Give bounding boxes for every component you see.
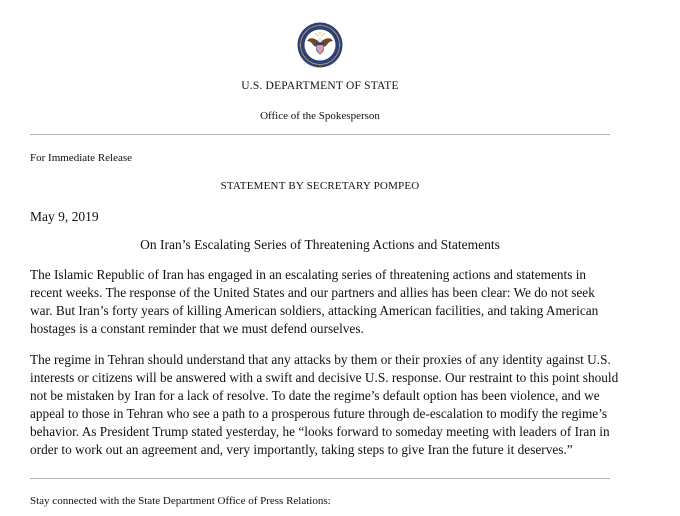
- department-name: U.S. DEPARTMENT OF STATE: [241, 80, 399, 92]
- bottom-divider: [30, 478, 610, 479]
- release-date: May 9, 2019: [30, 209, 99, 224]
- body-paragraph-2: The regime in Tehran should understand that any attacks by them or their proxies of any identity against U.S. interests or citizens will be answered with a swift and decisive U.S. response. Our restraint to this point should not be mistaken by Iran for a lack of resolve. To date the regime’s default option has been violence, and we appeal to those in Tehran who see a path to a prosperous future through de-escalation to modify the regime’s behavior. As President Trump stated yesterday, he “looks forward to someday meeting with leaders of Iran in order to work out an agreement and, very importantly, taking steps to give Iran the future it deserves.”: [30, 352, 619, 457]
- office-name: Office of the Spokesperson: [260, 110, 380, 122]
- statement-headline: On Iran’s Escalating Series of Threatening Actions and Statements: [140, 237, 500, 252]
- department-of-state-seal-icon: [297, 22, 343, 68]
- top-divider: [30, 134, 610, 135]
- stay-connected-text: Stay connected with the State Department Office of Press Relations:: [30, 495, 331, 507]
- statement-title: STATEMENT BY SECRETARY POMPEO: [220, 180, 420, 192]
- release-label: For Immediate Release: [30, 152, 133, 164]
- body-paragraph-1: The Islamic Republic of Iran has engaged in an escalating series of threatening actions and statements in recent weeks. The response of the United States and our partners and allies has been clear: We do not seek war. But Iran’s forty years of killing American soldiers, attacking American facilities, and taking American hostages is a constant reminder that we must defend ourselves.: [30, 267, 599, 336]
